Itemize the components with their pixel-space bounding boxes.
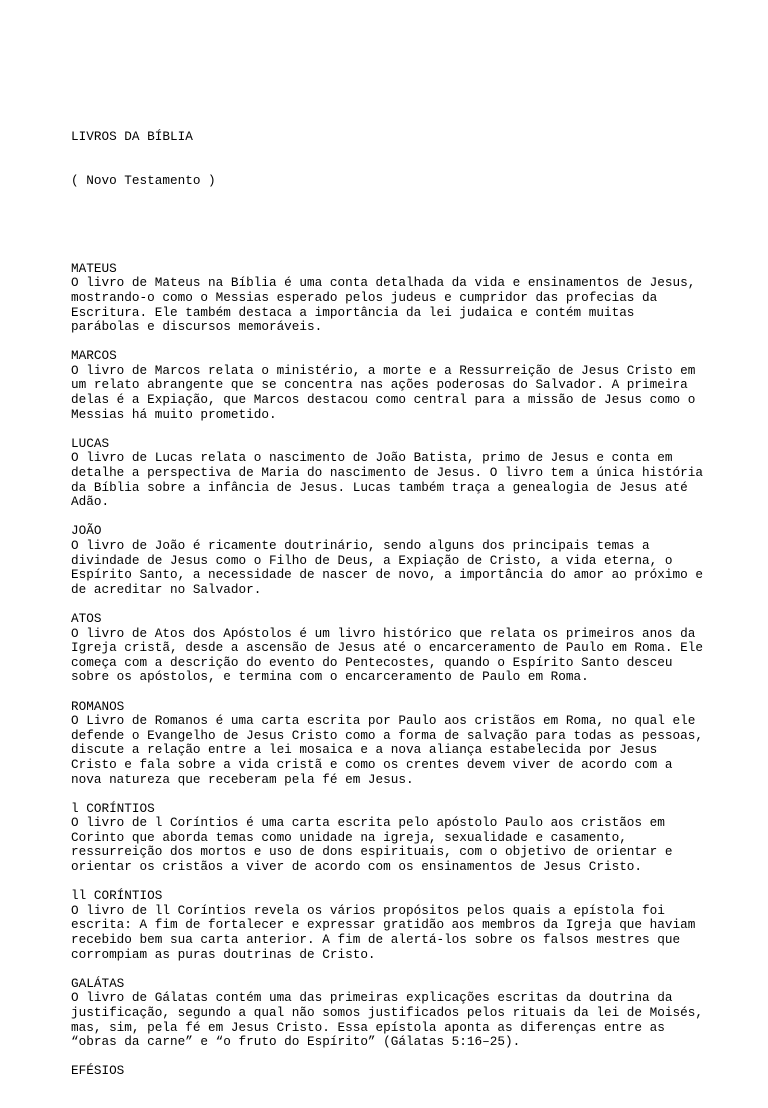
book-heading: MARCOS: [71, 348, 117, 364]
book-text-line: defende o Evangelho de Jesus Cristo como a forma de salvação para todas as pessoas,: [71, 727, 703, 743]
document-header: [71, 101, 711, 218]
book-text-line: mas, sim, pela fé em Jesus Cristo. Essa epístola aponta as diferenças entre as: [71, 1019, 665, 1035]
book-text-line: justificação, segundo a qual não somos justificados pelos rituais da lei de Moisés,: [71, 1005, 703, 1020]
book-text-line: começa com a descrição do evento do Pentecostes, quando o Espírito Santo desceu: [71, 654, 673, 670]
book-text-line: escrita: A fim de fortalecer e expressar gratidão aos membros da Igreja que haviam: [71, 917, 696, 933]
book-text-line: corrompiam as puras doutrinas de Cristo.: [71, 946, 376, 962]
book-heading: EFÉSIOS: [71, 1063, 125, 1079]
book-text-line: nova natureza que receberam pela fé em Jesus.: [71, 771, 414, 787]
book-text-line: Adão.: [71, 494, 110, 510]
book-text-line: “obras da carne” e “o fruto do Espírito” (Gálatas 5:16–25).: [71, 1034, 521, 1050]
book-text-line: ressurreição dos mortos e uso de dons espirituais, com o objetivo de orientar e: [71, 844, 673, 860]
book-heading: MATEUS: [71, 260, 117, 276]
book-text-line: Espírito Santo, a necessidade de nascer de novo, a importância do amor ao próximo e: [71, 567, 703, 583]
book-text-line: Escritura. Ele também destaca a importância da lei judaica e contém muitas: [71, 304, 635, 320]
book-heading: JOÃO: [71, 523, 102, 539]
book-text-line: delas é a Expiação, que Marcos destacou como central para a missão de Jesus como o: [71, 392, 696, 408]
book-section: [71, 262, 711, 335]
book-text-line: O livro de l Coríntios é uma carta escrita pelo apóstolo Paulo aos cristãos em: [71, 815, 665, 831]
book-text-line: O livro de Lucas relata o nascimento de João Batista, primo de Jesus e conta em: [71, 450, 673, 466]
book-text-line: Corinto que aborda temas como unidade na igreja, sexualidade e casamento,: [71, 829, 627, 845]
book-text-line: O livro de Gálatas contém uma das primeiras explicações escritas da doutrina da: [71, 990, 673, 1006]
book-text-line: O livro de Marcos relata o ministério, a morte e a Ressurreição de Jesus Cristo em: [71, 362, 696, 378]
book-text-line: discute a relação entre a lei mosaica e a nova aliança estabelecida por Jesus: [71, 742, 658, 758]
book-text-line: O livro de Atos dos Apóstolos é um livro histórico que relata os primeiros anos da: [71, 625, 696, 641]
document-subtitle: ( Novo Testamento ): [71, 173, 216, 189]
book-heading: ROMANOS: [71, 698, 125, 714]
book-text-line: detalhe a perspectiva de Maria do nascimento de Jesus. O livro tem a única história: [71, 465, 703, 481]
book-text-line: divindade de Jesus como o Filho de Deus, a Expiação de Cristo, a vida eterna, o: [71, 552, 673, 568]
book-text-line: mostrando-o como o Messias esperado pelos judeus e cumpridor das profecias da: [71, 289, 658, 305]
book-text-line: O livro de João é ricamente doutrinário, sendo alguns dos principais temas a: [71, 538, 650, 553]
book-text-line: O livro de ll Coríntios revela os vários propósitos pelos quais a epístola foi: [71, 902, 665, 918]
book-section: [71, 524, 711, 597]
book-heading: LUCAS: [71, 435, 110, 451]
book-text-line: O livro de Mateus na Bíblia é uma conta detalhada da vida e ensinamentos de Jesus,: [71, 275, 696, 291]
book-section: [71, 349, 711, 422]
book-heading: l CORÍNTIOS: [71, 800, 155, 816]
book-text-line: da Bíblia sobre a infância de Jesus. Lucas também traça a genealogia de Jesus até: [71, 479, 688, 495]
book-text-line: de acreditar no Salvador.: [71, 581, 262, 597]
book-heading: ATOS: [71, 610, 102, 626]
book-text-line: um relato abrangente que se concentra nas ações poderosas do Salvador. A primeira: [71, 377, 688, 393]
document-title: LIVROS DA BÍBLIA: [71, 129, 193, 145]
book-section: [71, 700, 711, 788]
book-text-line: sobre os apóstolos, e termina com o encarceramento de Paulo em Roma.: [71, 669, 589, 685]
document-page: [71, 72, 711, 1108]
sections-container: [71, 262, 711, 1079]
book-text-line: parábolas e discursos memoráveis.: [71, 319, 323, 335]
book-section: [71, 802, 711, 875]
book-heading: ll CORÍNTIOS: [71, 888, 163, 904]
book-text-line: recebido bem sua carta anterior. A fim de alertá-los sobre os falsos mestres que: [71, 932, 681, 948]
book-text-line: orientar os cristãos a viver de acordo com os ensinamentos de Jesus Cristo.: [71, 859, 643, 875]
book-section: [71, 437, 711, 510]
book-text-line: Igreja cristã, desde a ascensão de Jesus até o encarceramento de Paulo em Roma. Ele: [71, 640, 703, 656]
book-section: [71, 889, 711, 962]
book-section: [71, 977, 711, 1050]
book-text-line: O Livro de Romanos é uma carta escrita por Paulo aos cristãos em Roma, no qual ele: [71, 713, 696, 729]
book-text-line: Cristo e fala sobre a vida cristã e como os crentes devem viver de acordo com a: [71, 756, 673, 772]
book-text-line: Messias há muito prometido.: [71, 406, 277, 422]
book-section: [71, 1064, 711, 1079]
book-heading: GALÁTAS: [71, 975, 125, 991]
book-section: [71, 612, 711, 685]
